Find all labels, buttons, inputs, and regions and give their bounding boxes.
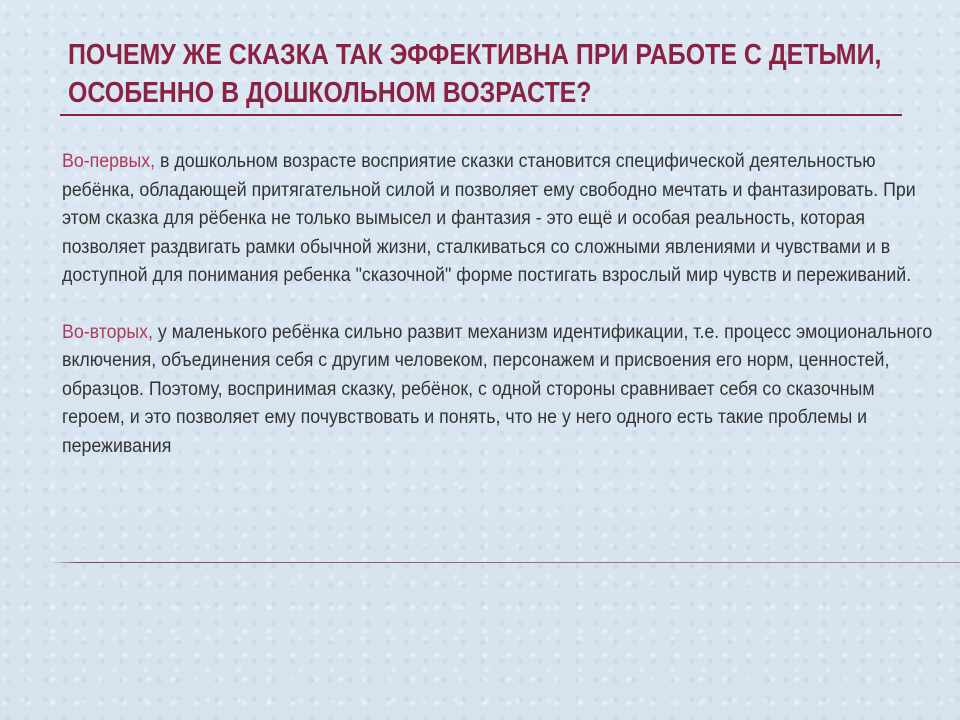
bottom-divider	[50, 562, 960, 563]
paragraph-first-lead: Во-первых,	[62, 151, 156, 172]
paragraph-second-lead: Во-вторых,	[62, 321, 153, 343]
slide-body	[62, 148, 942, 461]
title-divider	[60, 114, 902, 116]
paragraph-first	[62, 148, 941, 291]
paragraph-second-text: у маленького ребёнка сильно развит механизм идентификации, т.е. процесс эмоционального включения, объединения себя с другим человеком, персонажем и присвоения его норм, ценностей, образцов. Поэтому, воспринимая сказку, ребёнок, с одной стороны сравнивает себя со сказочным героем, и это позволяет ему почувствовать и понять, что не у него одного есть такие проблемы и переживания	[62, 321, 933, 457]
slide-title: ПОЧЕМУ ЖЕ СКАЗКА ТАК ЭФФЕКТИВНА ПРИ РАБОТЕ С ДЕТЬМИ, ОСОБЕННО В ДОШКОЛЬНОМ ВОЗРАСТЕ?	[68, 39, 882, 109]
paragraph-first-text: в дошкольном возрасте восприятие сказки становится специфической деятельностью ребёнка, обладающей притягательной силой и позволяет ему свободно мечтать и фантазировать. При этом сказка для рёбенка не только вымысел и фантазия - это ещё и особая реальность, которая позволяет раздвигать рамки обычной жизни, сталкиваться со сложными явлениями и чувствами и в доступной для понимания ребенка "сказочной" форме постигать взрослый мир чувств и переживаний.	[62, 151, 916, 286]
paragraph-second	[62, 319, 941, 462]
